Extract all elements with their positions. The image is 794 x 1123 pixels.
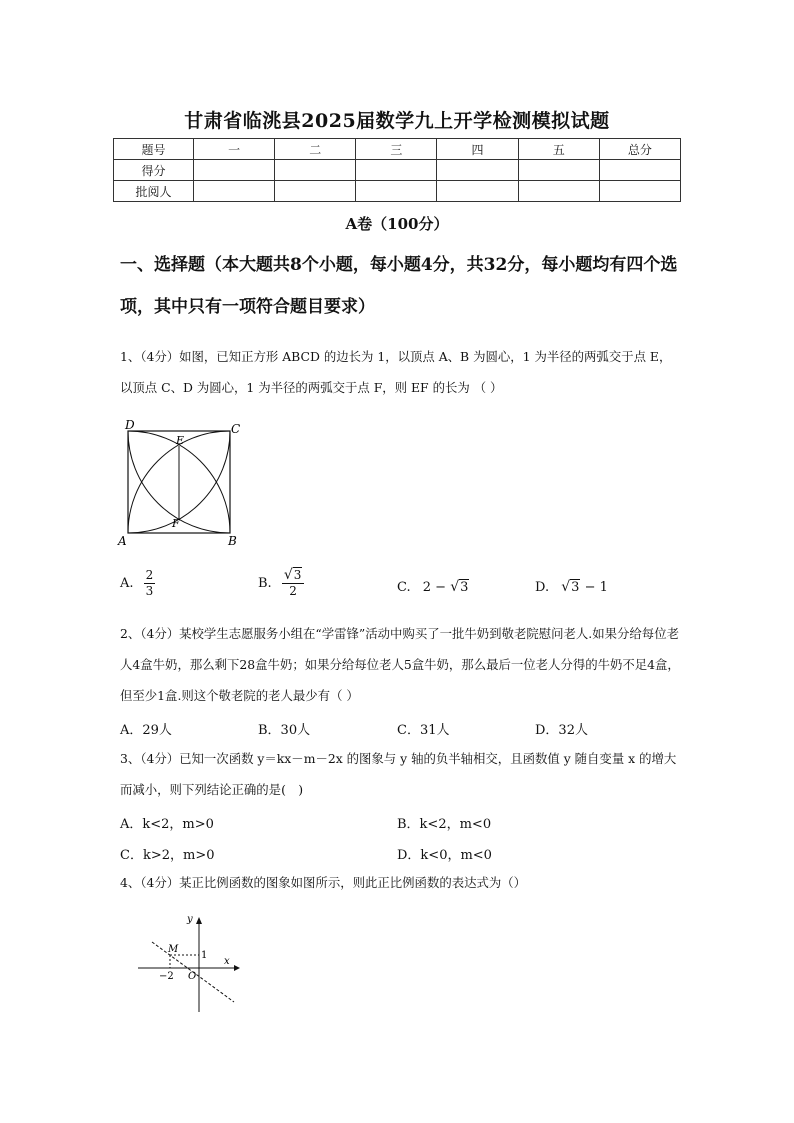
- table-header-cell: 三: [356, 139, 437, 160]
- table-cell: [599, 181, 680, 202]
- label-x: x: [224, 956, 230, 967]
- question-4-text: 4、（4分）某正比例函数的图象如图所示，则此正比例函数的表达式为（）: [120, 875, 527, 890]
- label-b: B: [228, 534, 237, 548]
- option-c: C. 2 − √3: [397, 579, 469, 595]
- option-letter: D.: [535, 580, 550, 595]
- option-a: A．29人: [120, 723, 172, 738]
- table-header-cell: 总分: [599, 139, 680, 160]
- denominator: 3: [145, 584, 154, 598]
- table-cell: [356, 181, 437, 202]
- option-d: D．k<0，m<0: [397, 848, 492, 863]
- part-heading: 一、选择题（本大题共8个小题，每小题4分，共32分，每小题均有四个选项，其中只有一项符合题目要求）: [120, 255, 678, 317]
- table-header-cell: 五: [518, 139, 599, 160]
- row-label: 得分: [114, 160, 194, 181]
- radicand: 3: [293, 568, 302, 582]
- table-header-cell: 题号: [114, 139, 194, 160]
- label-e: E: [176, 434, 185, 447]
- option-c: C．k>2，m>0: [120, 848, 215, 863]
- label-c: C: [231, 422, 241, 436]
- label-m: M: [168, 944, 179, 955]
- label-minus-two: −2: [159, 971, 174, 982]
- table-cell: [518, 160, 599, 181]
- option-a: [120, 568, 155, 599]
- row-label: 批阅人: [114, 181, 194, 202]
- option-expr: − 1: [580, 580, 608, 595]
- numerator: 2: [145, 568, 154, 582]
- label-d: D: [125, 418, 135, 432]
- table-cell: [437, 160, 518, 181]
- question-2-text: 2、（4分）某校学生志愿服务小组在“学雷锋”活动中购买了一批牛奶到敬老院慰问老人.如果分给每位老人4盒牛奶，那么剩下28盒牛奶；如果分给每位老人5盒牛奶，那么最后一位老人分得的牛奶不足4盒，但至少1盒.则这个敬老院的老人最少有（ ）: [120, 626, 680, 703]
- option-d: D．32人: [535, 723, 588, 738]
- label-f: F: [172, 517, 180, 530]
- option-d: D. √3 − 1: [535, 579, 608, 595]
- option-b: B．30人: [258, 723, 311, 738]
- option-b: B．k<2，m<0: [397, 817, 492, 832]
- x-axis-arrow: [234, 965, 240, 971]
- label-one: 1: [201, 950, 208, 961]
- score-table: [113, 138, 681, 202]
- numerator: √3: [282, 568, 305, 584]
- table-cell: [275, 181, 356, 202]
- fraction: [282, 568, 305, 599]
- table-cell: [194, 181, 275, 202]
- table-cell: [194, 160, 275, 181]
- question-3-text: 3、（4分）已知一次函数 y＝kx－m－2x 的图象与 y 轴的负半轴相交，且函数值 y 随自变量 x 的增大而减小，则下列结论正确的是( ): [120, 751, 677, 797]
- table-header-cell: 一: [194, 139, 275, 160]
- coordinate-figure: [136, 912, 246, 1016]
- y-axis-arrow: [196, 917, 202, 924]
- label-y: y: [187, 914, 193, 925]
- option-expr: 2 −: [422, 580, 451, 595]
- table-cell: [599, 160, 680, 181]
- option-a: A．k<2，m>0: [120, 817, 214, 832]
- table-row: [114, 181, 681, 202]
- table-header-cell: 四: [437, 139, 518, 160]
- table-cell: [275, 160, 356, 181]
- section-heading: A卷（100分）: [345, 215, 449, 233]
- option-letter: B.: [258, 576, 272, 591]
- table-row: [114, 160, 681, 181]
- label-a: A: [118, 534, 127, 548]
- table-cell: [356, 160, 437, 181]
- option-c: C．31人: [397, 723, 450, 738]
- table-row: [114, 139, 681, 160]
- option-b: [258, 568, 304, 599]
- square-arcs-figure: [116, 418, 250, 550]
- page-title: 甘肃省临洮县2025届数学九上开学检测模拟试题: [184, 110, 610, 132]
- radicand: 3: [460, 580, 469, 595]
- radicand: 3: [571, 580, 580, 595]
- denominator: 2: [289, 584, 297, 598]
- fraction: [144, 568, 156, 599]
- table-cell: [437, 181, 518, 202]
- option-letter: C.: [397, 580, 411, 595]
- option-letter: A.: [120, 576, 134, 591]
- question-1-text: 1、（4分）如图，已知正方形 ABCD 的边长为 1，以顶点 A、B 为圆心，1 为半径的两弧交于点 E， 以顶点 C、D 为圆心，1 为半径的两弧交于点 F，则 EF 的长为 （ ）: [120, 349, 672, 395]
- table-cell: [518, 181, 599, 202]
- table-header-cell: 二: [275, 139, 356, 160]
- label-origin: O: [188, 971, 197, 982]
